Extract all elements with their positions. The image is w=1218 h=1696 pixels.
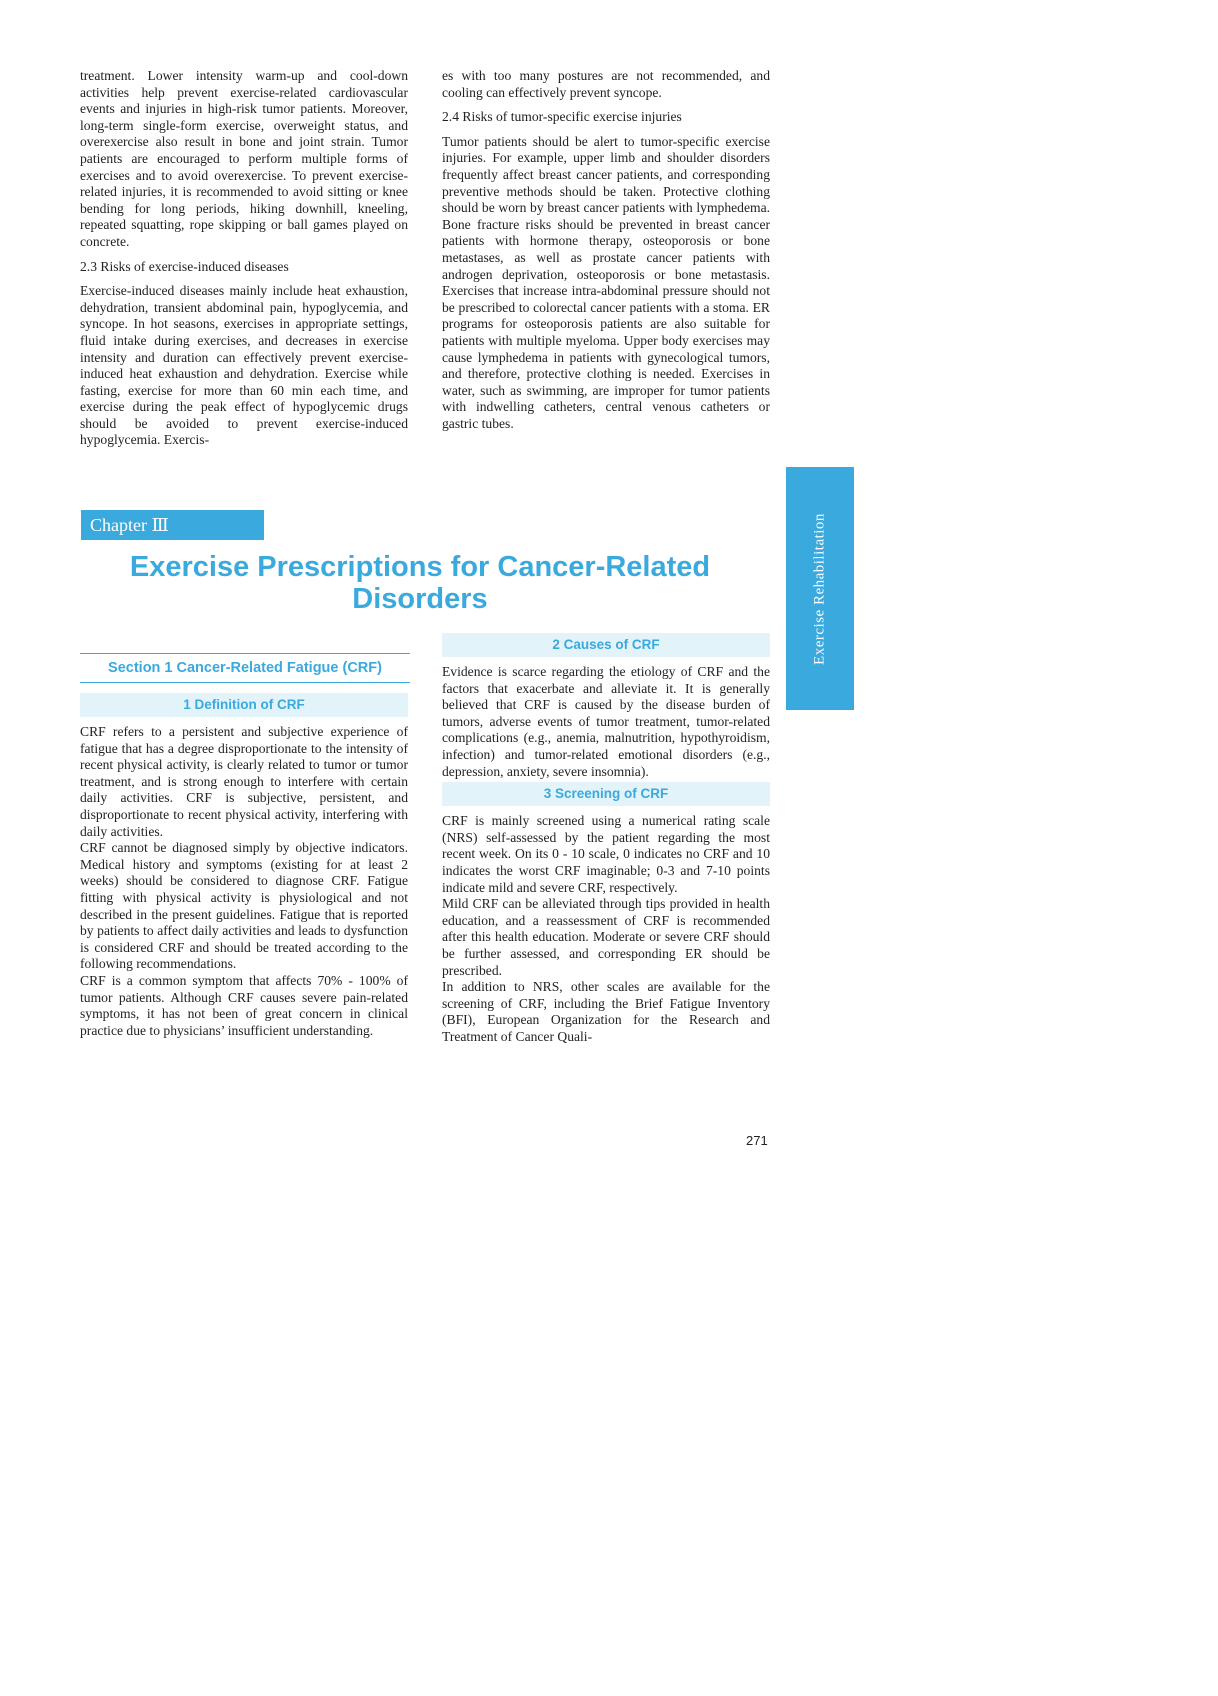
screening-heading: 3 Screening of CRF — [442, 782, 770, 806]
bottom-left-column — [80, 693, 408, 1039]
paragraph: CRF refers to a persistent and subjective experience of fatigue that has a degree disproportionate to the intensity of recent physical activity, is clearly related to tumor or tumor treatment, and is strong enough to interfere with certain daily activities. CRF is subjective, persistent, and disproportionate to recent physical activity, interfering with daily activities. — [80, 724, 408, 839]
paragraph: CRF is a common symptom that affects 70% - 100% of tumor patients. Although CRF causes severe pain-related symptoms, it has not been of great concern in clinical practice due to physicians’ insufficient understanding. — [80, 972, 408, 1038]
paragraph: Tumor patients should be alert to tumor-specific exercise injuries. For example, upper limb and shoulder disorders frequently affect breast cancer patients, and corresponding preventive methods should be taken. Protective clothing should be worn by breast cancer patients with lymphedema. Bone fracture risks should be prevented in breast cancer patients with hormone therapy, osteoporosis or bone metastases, as well as prostate cancer patients with androgen deprivation, osteoporosis or bone metastasis. Exercises that increase intra-abdominal pressure should not be prescribed to colorectal cancer patients with a stoma. ER programs for osteoporosis patients are also suitable for patients with multiple myeloma. Upper body exercises may cause lymphedema in patients with gynecological tumors, and therefore, protective clothing is needed. Exercises in water, such as swimming, are improper for tumor patients with indwelling catheters, central venous catheters or gastric tubes. — [442, 133, 770, 431]
subheading-2-3: 2.3 Risks of exercise-induced diseases — [80, 258, 289, 274]
chapter-label: Chapter Ⅲ — [81, 510, 264, 540]
top-right-column — [442, 68, 770, 432]
side-tab-label: Exercise Rehabilitation — [811, 512, 828, 665]
page-number: 271 — [746, 1133, 768, 1148]
title-line-2: Disorders — [352, 583, 488, 615]
paragraph: es with too many postures are not recommended, and cooling can effectively prevent syncope. — [442, 68, 770, 100]
paragraph: CRF cannot be diagnosed simply by objective indicators. Medical history and symptoms (existing for at least 2 weeks) should be considered to diagnose CRF. Fatigue fitting with physical activity is physiological and not described in the present guidelines. Fatigue that is reported by patients to affect daily activities and leads to dysfunction is considered CRF and should be treated according to the following recommendations. — [80, 840, 408, 972]
chapter-title — [80, 551, 760, 615]
paragraph: treatment. Lower intensity warm-up and cool-down activities help prevent exercise-related cardiovascular events and injuries in high-risk tumor patients. Moreover, long-term single-form exercise, overweight status, and overexercise also result in bone and joint strain. Tumor patients are encouraged to perform multiple forms of exercises and to avoid overexercise. To prevent exercise-related injuries, it is recommended to avoid sitting or knee bending for long periods, hiking downhill, kneeling, repeated squatting, rope skipping or ball games played on concrete. — [80, 68, 408, 249]
paragraph: Exercise-induced diseases mainly include heat exhaustion, dehydration, transient abdominal pain, hypoglycemia, and syncope. In hot seasons, exercises in appropriate settings, fluid intake during exercises, and decreases in exercise intensity and duration can effectively prevent exercise-induced heat exhaustion and dehydration. Exercise while fasting, exercise for more than 60 min each time, and exercise during the peak effect of hypoglycemic drugs should be avoided to prevent exercise-induced hypoglycemia. Exercis- — [80, 283, 408, 448]
definition-heading: 1 Definition of CRF — [80, 693, 408, 717]
subheading-2-4: 2.4 Risks of tumor-specific exercise injuries — [442, 109, 682, 125]
top-left-column — [80, 68, 408, 449]
paragraph: Evidence is scarce regarding the etiology of CRF and the factors that exacerbate and alleviate it. It is generally believed that CRF is caused by the disease burden of tumors, adverse events of tumor treatment, tumor-related complications (e.g., anemia, malnutrition, hypothyroidism, infection) and tumor-related emotional disorders (e.g., depression, anxiety, severe insomnia). — [442, 664, 770, 779]
section-heading: Section 1 Cancer-Related Fatigue (CRF) — [80, 653, 410, 683]
title-line-1: Exercise Prescriptions for Cancer-Related — [129, 551, 711, 583]
causes-heading: 2 Causes of CRF — [442, 633, 770, 657]
paragraph: CRF is mainly screened using a numerical rating scale (NRS) self-assessed by the patient regarding the most recent week. On its 0 - 10 scale, 0 indicates no CRF and 10 indicates the worst CRF imaginable; 0-3 and 7-10 points indicate mild and severe CRF, respectively. — [442, 813, 770, 895]
side-tab — [786, 467, 854, 710]
bottom-right-column — [442, 633, 770, 1045]
paragraph: Mild CRF can be alleviated through tips provided in health education, and a reassessment of CRF is recommended after this health education. Moderate or severe CRF should be further assessed, and corresponding ER should be prescribed. — [442, 896, 770, 978]
paragraph: In addition to NRS, other scales are available for the screening of CRF, including the Brief Fatigue Inventory (BFI), European Organization for the Research and Treatment of Cancer Quali- — [442, 979, 770, 1044]
